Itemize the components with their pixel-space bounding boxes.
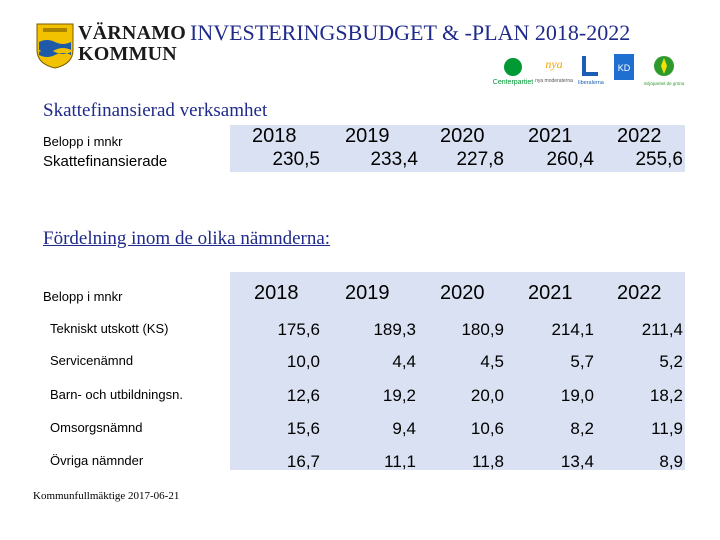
centerpartiet-logo	[492, 56, 534, 86]
section1-unit-label: Belopp i mnkr	[43, 134, 123, 149]
section1-title: Skattefinansierad verksamhet	[43, 100, 268, 121]
moderaterna-logo	[536, 54, 572, 86]
table-cell: 9,4	[392, 419, 416, 438]
section1-year-2021: 2021	[528, 125, 573, 147]
section1-year-2019: 2019	[345, 125, 390, 147]
table-cell: 10,6	[470, 419, 504, 438]
section1-year-2018: 2018	[252, 125, 297, 147]
table-cell: 11,8	[472, 452, 504, 471]
table-cell: 214,1	[551, 320, 594, 339]
section1-value-2019: 233,4	[370, 149, 418, 170]
section2-year-2021: 2021	[528, 282, 573, 304]
table-cell: 19,2	[382, 386, 416, 405]
table-row-label: Servicenämnd	[50, 353, 134, 368]
table-cell: 180,9	[461, 320, 504, 339]
municipality-line2: KOMMUN	[78, 43, 177, 65]
section1-value-2022: 255,6	[635, 149, 683, 170]
page-title: INVESTERINGSBUDGET & -PLAN 2018-2022	[190, 20, 631, 45]
svg-text:nya: nya	[545, 57, 563, 71]
footer-date: Kommunfullmäktige 2017-06-21	[33, 490, 180, 502]
miljopartiet-logo	[644, 54, 684, 90]
party-logos	[490, 52, 690, 94]
table-cell: 11,1	[384, 452, 416, 471]
party-label-3: KD	[617, 63, 631, 73]
table-cell: 10,0	[286, 352, 320, 371]
table-row-label: Övriga nämnder	[50, 453, 144, 468]
table-cell: 211,4	[641, 320, 683, 339]
table-cell: 15,6	[286, 419, 320, 438]
section1-year-2020: 2020	[440, 125, 485, 147]
section2-year-2020: 2020	[440, 282, 485, 304]
table-cell: 11,9	[651, 419, 683, 438]
table-cell: 18,2	[649, 386, 683, 405]
municipality-line1: VÄRNAMO	[78, 22, 187, 44]
liberalerna-logo	[574, 54, 608, 86]
table-cell: 8,9	[659, 452, 683, 471]
section2-year-2019: 2019	[345, 282, 390, 304]
section1-row-label: Skattefinansierade	[43, 153, 168, 170]
table-cell: 5,2	[659, 352, 683, 371]
table-cell: 5,7	[570, 352, 594, 371]
section1-value-2018: 230,5	[272, 149, 320, 170]
section2-unit-label: Belopp i mnkr	[43, 289, 123, 304]
table-row-label: Tekniskt utskott (KS)	[50, 321, 169, 336]
table-cell: 19,0	[560, 386, 594, 405]
table-cell: 16,7	[286, 452, 320, 471]
table-cell: 189,3	[373, 320, 416, 339]
section1-value-2021: 260,4	[546, 149, 594, 170]
party-label-4: miljöpartiet de gröna	[643, 81, 685, 86]
table-cell: 4,5	[480, 352, 504, 371]
party-label-2: liberalerna	[578, 80, 604, 86]
table-cell: 8,2	[570, 419, 594, 438]
section2-year-2018: 2018	[254, 282, 299, 304]
table-row-label: Omsorgsnämnd	[50, 420, 143, 435]
table-row-label: Barn- och utbildningsn.	[50, 387, 183, 402]
table-cell: 175,6	[277, 320, 320, 339]
section2-title: Fördelning inom de olika nämnderna:	[43, 228, 331, 249]
party-label-1: nya moderaterna	[535, 78, 573, 84]
section1-year-2022: 2022	[617, 125, 662, 147]
table-cell: 12,6	[286, 386, 320, 405]
municipality-name	[78, 23, 186, 65]
section2-year-2022: 2022	[617, 282, 662, 304]
table-cell: 13,4	[560, 452, 594, 471]
table-cell: 20,0	[470, 386, 504, 405]
section1-value-2020: 227,8	[456, 149, 504, 170]
kd-logo	[612, 54, 638, 86]
party-label-0: Centerpartiet	[492, 79, 534, 86]
table-cell: 4,4	[392, 352, 416, 371]
